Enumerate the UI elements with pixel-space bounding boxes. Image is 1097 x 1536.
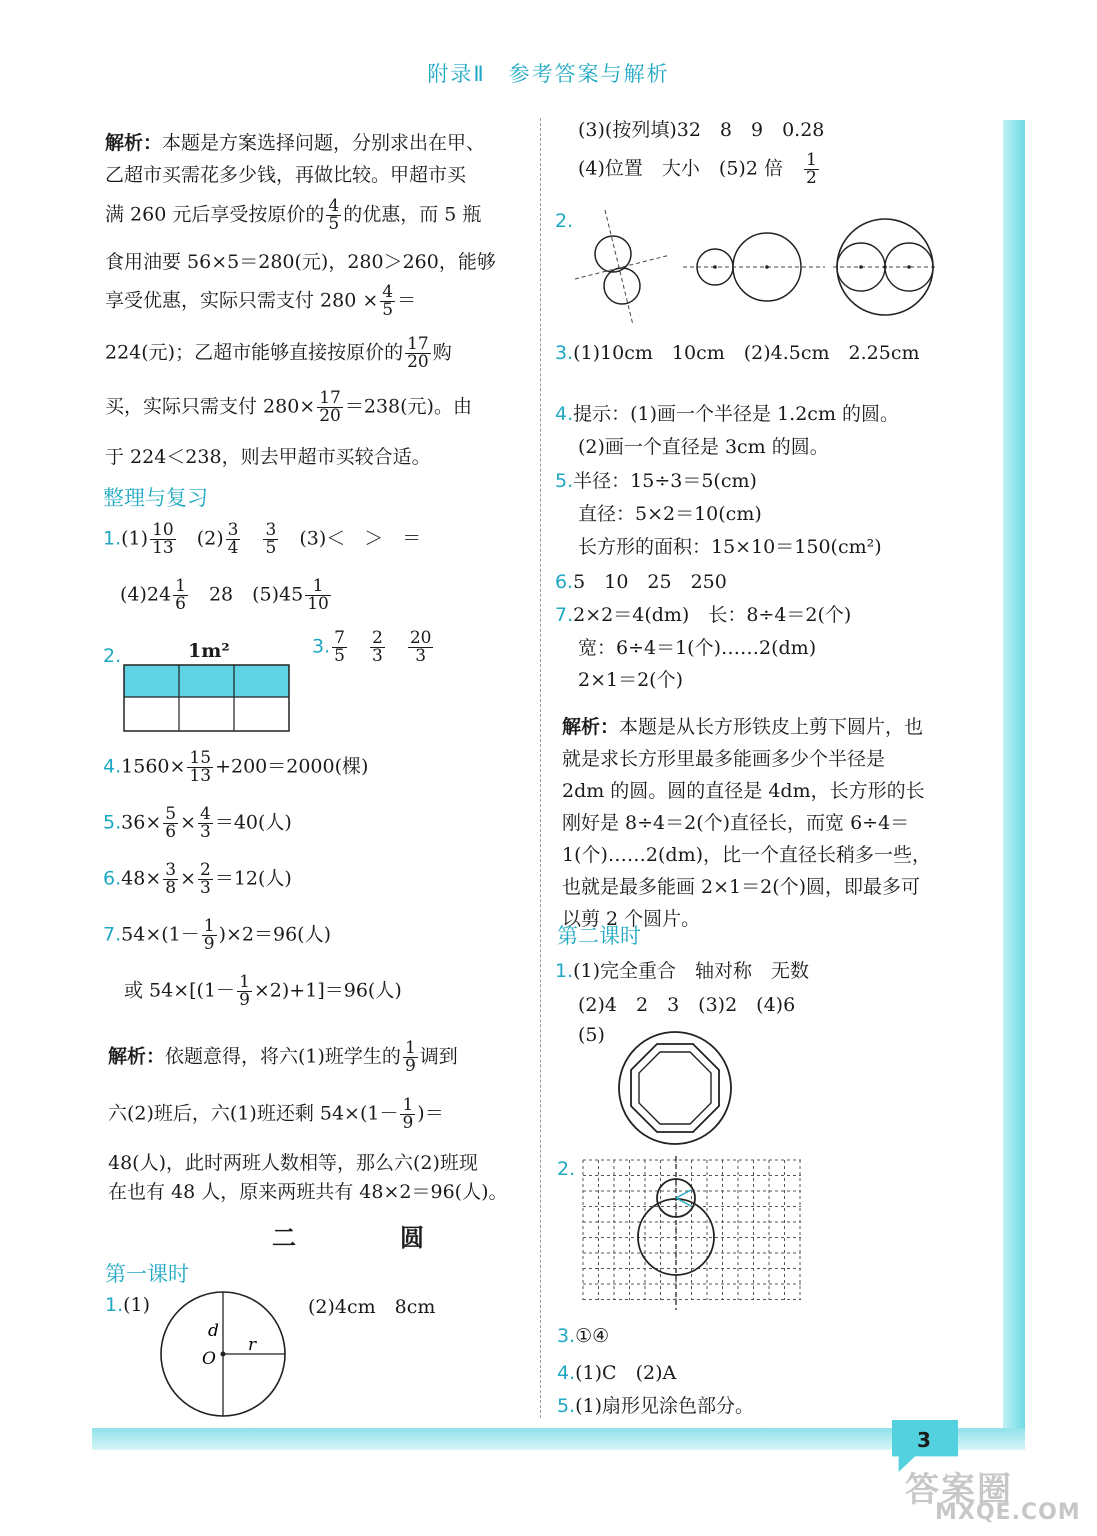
right-q5-line-2: 直径：5×2＝10(cm)	[578, 503, 762, 525]
label-o: O	[202, 1349, 216, 1369]
analysis-1-line-3: 满 260 元后享受按原价的 $\frac{4}{5}$ 的优惠，而 5 瓶	[105, 196, 482, 234]
circle-figure-1	[575, 210, 670, 325]
chapter-title: 二 圆	[272, 1224, 464, 1252]
analysis-1-line-5: 享受优惠，实际只需支付 280 × $\frac{4}{5}$ ＝	[105, 282, 417, 320]
right-q3: 3.(1)10cm 10cm (2)4.5cm 2.25cm	[555, 342, 920, 364]
review-q3: 3. $\frac{7}{5}$ $\frac{2}{3}$ $\frac{20}{3}$	[312, 628, 432, 666]
right-q5-line-3: 长方形的面积：15×10＝150(cm²)	[578, 536, 882, 558]
review-q2-number: 2.	[103, 645, 122, 667]
analysis-2-line-1: 解析：依题意得，将六(1)班学生的 $\frac{1}{9}$ 调到	[108, 1038, 458, 1076]
analysis-1-line-8: 于 224＜238，则去甲超市买较合适。	[105, 446, 431, 468]
watermark-logo: 答案圈	[905, 1470, 1013, 1510]
analysis-1-line-4: 食用油要 56×5＝280(元)，280＞260，能够	[105, 251, 496, 273]
right-q4-line-2: (2)画一个直径是 3cm 的圆。	[578, 436, 829, 458]
review-q2-grid	[124, 665, 290, 733]
section-lesson-1-heading: 第一课时	[105, 1262, 189, 1286]
circle-octagon-figure	[617, 1030, 733, 1146]
review-q1-line-2: (4)24 $\frac{1}{6}$ 28 (5)45 $\frac{1}{10}$	[120, 576, 329, 614]
grid-shaded-cell-2	[179, 665, 234, 697]
review-q7-line-1: 7.54×(1－ $\frac{1}{9}$ )×2＝96(人)	[103, 916, 332, 954]
analysis-2-line-4: 在也有 48 人，原来两班共有 48×2＝96(人)。	[108, 1181, 508, 1203]
grid-shaded-cell-1	[124, 665, 179, 697]
analysis-1-line-6: 224(元)；乙超市能够直接按原价的 $\frac{17}{20}$ 购	[105, 334, 452, 372]
review-q7-line-2: 或 54×[(1－ $\frac{1}{9}$ ×2)+1]＝96(人)	[124, 972, 402, 1010]
right-q5-line-1: 5.半径：15÷3＝5(cm)	[555, 470, 757, 492]
lesson2-q5: 5.(1)扇形见涂色部分。	[557, 1395, 755, 1417]
review-q2-area-label: 1m²	[188, 640, 230, 662]
bottom-decoration-bar	[92, 1428, 1025, 1450]
grid-shaded-cell-3	[234, 665, 289, 697]
page-number: 3	[917, 1428, 931, 1452]
analysis-1-line-7: 买，实际只需支付 280× $\frac{17}{20}$ ＝238(元)。由	[105, 388, 472, 426]
right-q7-line-1: 7.2×2＝4(dm) 长：8÷4＝2(个)	[555, 604, 852, 626]
lesson2-q1-line-3: (5)	[578, 1024, 605, 1046]
analysis-3-line-2: 就是求长方形里最多能画多少个半径是	[562, 748, 886, 770]
section-lesson-2-heading: 第二课时	[557, 924, 641, 948]
right-q7-line-2: 宽：6÷4＝1(个)……2(dm)	[578, 637, 817, 659]
dashed-grid	[583, 1160, 801, 1300]
analysis-3-line-6: 也就是最多能画 2×1＝2(个)圆，即最多可	[562, 876, 921, 898]
lesson1-q1-part2: (2)4cm 8cm	[308, 1296, 436, 1318]
section-review-heading: 整理与复习	[103, 486, 208, 510]
right-q6: 6.5 10 25 250	[555, 571, 727, 593]
right-line-1: (3)(按列填)32 8 9 0.28	[578, 119, 825, 141]
review-q6: 6.48× $\frac{3}{8}$ × $\frac{2}{3}$ ＝12(人)	[103, 860, 292, 898]
right-q4-line-1: 4.提示：(1)画一个半径是 1.2cm 的圆。	[555, 403, 900, 425]
grid-circles-figure	[583, 1160, 805, 1310]
analysis-1-line-2: 乙超市买需花多少钱，再做比较。甲超市买	[105, 164, 467, 186]
lesson1-q1-part1: 1.(1)	[105, 1294, 151, 1316]
analysis-1-line-1: 解析：本题是方案选择问题，分别求出在甲、	[105, 132, 486, 154]
page-header: 附录Ⅱ 参考答案与解析	[427, 62, 670, 86]
circle-figure-2	[683, 233, 825, 301]
lesson2-q1-line-2: (2)4 2 3 (3)2 (4)6	[578, 994, 796, 1016]
analysis-2-line-2: 六(2)班后，六(1)班还剩 54×(1－ $\frac{1}{9}$ )＝	[108, 1095, 444, 1133]
column-divider	[540, 118, 541, 1418]
side-decoration-bar	[1003, 120, 1025, 1430]
label-r: r	[248, 1335, 257, 1355]
analysis-3-line-7: 以剪 2 个圆片。	[562, 908, 701, 930]
analysis-3-line-3: 2dm 的圆。圆的直径是 4dm，长方形的长	[562, 780, 925, 802]
analysis-3-line-5: 1(个)……2(dm)，比一个直径长稍多一些，	[562, 844, 932, 866]
review-q1-line-1: 1.(1) $\frac{10}{13}$ (2) $\frac{3}{4}$ $\frac{3}{5}$ (3)＜ ＞ ＝	[103, 520, 422, 558]
analysis-3-line-4: 刚好是 8÷4＝2(个)直径长，而宽 6÷4＝	[562, 812, 910, 834]
analysis-3-line-1: 解析：本题是从长方形铁皮上剪下圆片，也	[562, 716, 924, 738]
analysis-2-line-3: 48(人)，此时两班人数相等，那么六(2)班现	[108, 1152, 478, 1174]
watermark-url: MXQE.COM	[935, 1500, 1081, 1525]
review-q4: 4.1560× $\frac{15}{13}$ +200＝2000(棵)	[103, 748, 369, 786]
circle-radius-diameter-figure	[160, 1294, 290, 1418]
lesson2-q1-line-1: 1.(1)完全重合 轴对称 无数	[555, 960, 810, 982]
label-d: d	[208, 1321, 219, 1341]
right-q7-line-3: 2×1＝2(个)	[578, 669, 684, 691]
lesson2-q3: 3.①④	[557, 1325, 610, 1347]
right-q2-circle-figures	[575, 205, 945, 330]
review-q5: 5.36× $\frac{5}{6}$ × $\frac{4}{3}$ ＝40(人)	[103, 804, 292, 842]
lesson2-q4: 4.(1)C (2)A	[557, 1362, 677, 1384]
right-q2-number: 2.	[555, 210, 574, 232]
circle-figure-3	[833, 219, 937, 315]
right-line-2: (4)位置 大小 (5)2 倍 $\frac{1}{2}$	[578, 150, 817, 188]
lesson2-q2-number: 2.	[557, 1158, 576, 1180]
